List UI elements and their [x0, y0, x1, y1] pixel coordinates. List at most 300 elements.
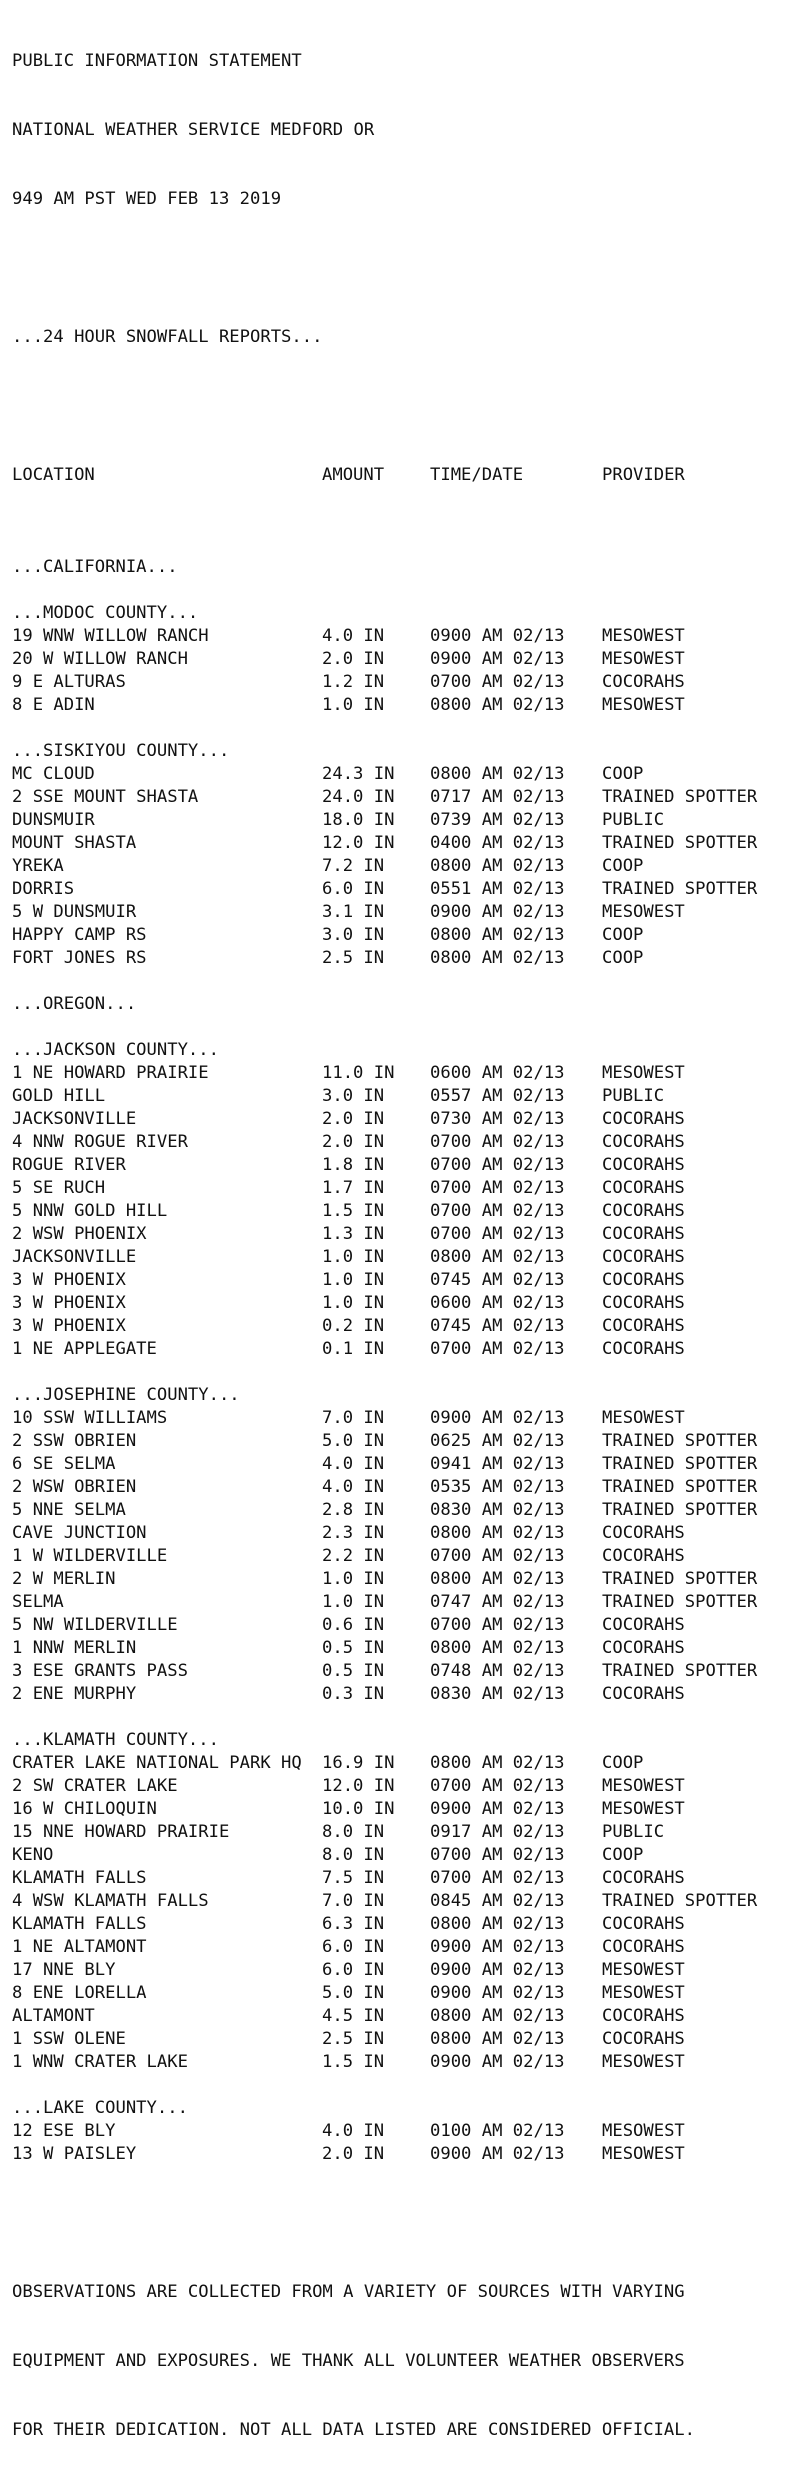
report-provider: MESOWEST: [602, 902, 685, 922]
report-amount: 5.0 IN: [322, 1431, 385, 1451]
report-time-date: 0600 AM 02/13: [430, 1293, 565, 1313]
report-location: KLAMATH FALLS: [12, 1868, 147, 1888]
report-time-date: 0800 AM 02/13: [430, 1523, 565, 1543]
report-location: 9 E ALTURAS: [12, 672, 126, 692]
report-time-date: 0800 AM 02/13: [430, 856, 565, 876]
report-row: [12, 947, 695, 970]
report-location: FORT JONES RS: [12, 948, 147, 968]
statement-type: PUBLIC INFORMATION STATEMENT: [12, 51, 302, 71]
report-row: [12, 1269, 695, 1292]
report-provider: COCORAHS: [602, 1914, 685, 1934]
report-amount: 6.3 IN: [322, 1914, 385, 1934]
report-location: 16 W CHILOQUIN: [12, 1799, 157, 1819]
report-row: [12, 1959, 695, 1982]
report-location: 8 ENE LORELLA: [12, 1983, 147, 2003]
report-amount: 0.2 IN: [322, 1316, 385, 1336]
report-row: [12, 2028, 695, 2051]
report-provider: MESOWEST: [602, 2121, 685, 2141]
report-provider: COCORAHS: [602, 1615, 685, 1635]
report-row: [12, 924, 695, 947]
report-provider: COCORAHS: [602, 1684, 685, 1704]
blank-line: [12, 257, 695, 280]
blank-line: [12, 1361, 695, 1384]
report-provider: MESOWEST: [602, 626, 685, 646]
report-time-date: 0551 AM 02/13: [430, 879, 565, 899]
report-location: DORRIS: [12, 879, 75, 899]
report-time-date: 0800 AM 02/13: [430, 1638, 565, 1658]
report-time-date: 0739 AM 02/13: [430, 810, 565, 830]
report-provider: COOP: [602, 1753, 644, 1773]
report-amount: 1.7 IN: [322, 1178, 385, 1198]
report-location: 2 SSE MOUNT SHASTA: [12, 787, 199, 807]
report-row: [12, 809, 695, 832]
report-location: 6 SE SELMA: [12, 1454, 116, 1474]
report-row: [12, 855, 695, 878]
report-amount: 3.1 IN: [322, 902, 385, 922]
report-amount: 2.0 IN: [322, 2144, 385, 2164]
report-location: CAVE JUNCTION: [12, 1523, 147, 1543]
report-provider: MESOWEST: [602, 1063, 685, 1083]
footer-line: FOR THEIR DEDICATION. NOT ALL DATA LISTED ARE CONSIDERED OFFICIAL.: [12, 2420, 695, 2440]
report-location: 1 NE HOWARD PRAIRIE: [12, 1063, 209, 1083]
report-location: 1 W WILDERVILLE: [12, 1546, 168, 1566]
report-time-date: 0700 AM 02/13: [430, 1546, 565, 1566]
report-amount: 5.0 IN: [322, 1983, 385, 2003]
report-amount: 3.0 IN: [322, 925, 385, 945]
report-row: [12, 878, 758, 901]
report-time-date: 0700 AM 02/13: [430, 1845, 565, 1865]
report-time-date: 0800 AM 02/13: [430, 1247, 565, 1267]
report-row: [12, 1982, 695, 2005]
report-time-date: 0900 AM 02/13: [430, 1408, 565, 1428]
report-amount: 10.0 IN: [322, 1799, 395, 1819]
report-row: [12, 901, 695, 924]
report-amount: 1.0 IN: [322, 1569, 385, 1589]
report-row: [12, 2120, 695, 2143]
report-provider: TRAINED SPOTTER: [602, 1592, 758, 1612]
report-time-date: 0800 AM 02/13: [430, 1569, 565, 1589]
report-amount: 2.8 IN: [322, 1500, 385, 1520]
report-amount: 6.0 IN: [322, 1960, 385, 1980]
report-provider: COOP: [602, 856, 644, 876]
report-provider: COCORAHS: [602, 1201, 685, 1221]
report-row: [12, 671, 695, 694]
report-location: 17 NNE BLY: [12, 1960, 116, 1980]
report-amount: 0.1 IN: [322, 1339, 385, 1359]
report-provider: MESOWEST: [602, 649, 685, 669]
blank-line: [12, 395, 695, 418]
report-row: [12, 1752, 695, 1775]
report-provider: COOP: [602, 764, 644, 784]
report-provider: COOP: [602, 925, 644, 945]
report-time-date: 0600 AM 02/13: [430, 1063, 565, 1083]
report-amount: 4.0 IN: [322, 626, 385, 646]
report-row: [12, 2143, 695, 2166]
report-provider: COCORAHS: [602, 1132, 685, 1152]
report-row: [12, 1338, 695, 1361]
report-location: 2 ENE MURPHY: [12, 1684, 137, 1704]
report-location: ALTAMONT: [12, 2006, 95, 2026]
report-time-date: 0800 AM 02/13: [430, 948, 565, 968]
report-amount: 4.5 IN: [322, 2006, 385, 2026]
report-location: 4 NNW ROGUE RIVER: [12, 1132, 188, 1152]
report-location: 15 NNE HOWARD PRAIRIE: [12, 1822, 230, 1842]
report-row: [12, 1476, 758, 1499]
report-row: [12, 1453, 758, 1476]
report-provider: MESOWEST: [602, 2144, 685, 2164]
report-time-date: 0800 AM 02/13: [430, 925, 565, 945]
report-provider: MESOWEST: [602, 1983, 685, 2003]
report-provider: COCORAHS: [602, 1523, 685, 1543]
report-location: KENO: [12, 1845, 54, 1865]
report-amount: 24.3 IN: [322, 764, 395, 784]
report-amount: 1.5 IN: [322, 1201, 385, 1221]
report-location: 2 SW CRATER LAKE: [12, 1776, 178, 1796]
report-provider: COCORAHS: [602, 1868, 685, 1888]
public-information-statement: [12, 4, 758, 2465]
report-time-date: 0941 AM 02/13: [430, 1454, 565, 1474]
report-amount: 8.0 IN: [322, 1822, 385, 1842]
report-time-date: 0700 AM 02/13: [430, 1615, 565, 1635]
report-amount: 0.5 IN: [322, 1661, 385, 1681]
report-provider: TRAINED SPOTTER: [602, 1431, 758, 1451]
county-heading: ...MODOC COUNTY...: [12, 603, 199, 623]
column-header-location: LOCATION: [12, 465, 95, 485]
blank-line: [12, 533, 695, 556]
report-row: [12, 1315, 695, 1338]
blank-line: [12, 579, 695, 602]
report-amount: 18.0 IN: [322, 810, 395, 830]
column-header-amount: AMOUNT: [322, 465, 385, 485]
report-provider: COCORAHS: [602, 1270, 685, 1290]
report-time-date: 0748 AM 02/13: [430, 1661, 565, 1681]
report-location: SELMA: [12, 1592, 64, 1612]
report-provider: TRAINED SPOTTER: [602, 787, 758, 807]
report-provider: COCORAHS: [602, 1316, 685, 1336]
report-amount: 1.0 IN: [322, 1247, 385, 1267]
report-time-date: 0700 AM 02/13: [430, 1201, 565, 1221]
report-amount: 1.0 IN: [322, 1293, 385, 1313]
report-time-date: 0845 AM 02/13: [430, 1891, 565, 1911]
report-provider: COOP: [602, 1845, 644, 1865]
report-row: [12, 1223, 695, 1246]
report-location: MC CLOUD: [12, 764, 95, 784]
report-location: 8 E ADIN: [12, 695, 95, 715]
report-location: JACKSONVILLE: [12, 1247, 137, 1267]
report-amount: 8.0 IN: [322, 1845, 385, 1865]
report-amount: 12.0 IN: [322, 833, 395, 853]
report-time-date: 0800 AM 02/13: [430, 764, 565, 784]
report-provider: COCORAHS: [602, 1109, 685, 1129]
report-row: [12, 1890, 758, 1913]
report-location: 4 WSW KLAMATH FALLS: [12, 1891, 209, 1911]
report-time-date: 0625 AM 02/13: [430, 1431, 565, 1451]
report-location: 2 SSW OBRIEN: [12, 1431, 137, 1451]
report-amount: 6.0 IN: [322, 1937, 385, 1957]
report-time-date: 0900 AM 02/13: [430, 902, 565, 922]
report-provider: TRAINED SPOTTER: [602, 1500, 758, 1520]
report-amount: 1.2 IN: [322, 672, 385, 692]
report-row: [12, 2005, 695, 2028]
report-amount: 2.0 IN: [322, 1132, 385, 1152]
report-amount: 1.5 IN: [322, 2052, 385, 2072]
report-row: [12, 1568, 758, 1591]
report-amount: 2.0 IN: [322, 1109, 385, 1129]
report-location: 2 WSW PHOENIX: [12, 1224, 147, 1244]
report-time-date: 0900 AM 02/13: [430, 2052, 565, 2072]
report-location: KLAMATH FALLS: [12, 1914, 147, 1934]
report-row: [12, 1913, 695, 1936]
report-time-date: 0800 AM 02/13: [430, 2006, 565, 2026]
report-time-date: 0800 AM 02/13: [430, 2029, 565, 2049]
report-amount: 2.0 IN: [322, 649, 385, 669]
report-provider: COCORAHS: [602, 1224, 685, 1244]
report-time-date: 0830 AM 02/13: [430, 1500, 565, 1520]
blank-line: [12, 970, 695, 993]
report-provider: TRAINED SPOTTER: [602, 1477, 758, 1497]
report-time-date: 0557 AM 02/13: [430, 1086, 565, 1106]
report-time-date: 0900 AM 02/13: [430, 649, 565, 669]
report-time-date: 0100 AM 02/13: [430, 2121, 565, 2141]
report-location: DUNSMUIR: [12, 810, 95, 830]
county-heading: ...JACKSON COUNTY...: [12, 1040, 219, 1060]
report-provider: PUBLIC: [602, 810, 665, 830]
report-provider: PUBLIC: [602, 1822, 665, 1842]
report-location: 2 WSW OBRIEN: [12, 1477, 137, 1497]
report-location: JACKSONVILLE: [12, 1109, 137, 1129]
report-amount: 3.0 IN: [322, 1086, 385, 1106]
state-heading: ...CALIFORNIA...: [12, 557, 178, 577]
report-provider: PUBLIC: [602, 1086, 665, 1106]
report-location: 3 ESE GRANTS PASS: [12, 1661, 188, 1681]
report-provider: TRAINED SPOTTER: [602, 833, 758, 853]
report-amount: 1.0 IN: [322, 1270, 385, 1290]
report-row: [12, 1775, 695, 1798]
report-provider: MESOWEST: [602, 2052, 685, 2072]
report-time-date: 0900 AM 02/13: [430, 1937, 565, 1957]
report-location: 5 NW WILDERVILLE: [12, 1615, 178, 1635]
report-amount: 6.0 IN: [322, 879, 385, 899]
report-time-date: 0747 AM 02/13: [430, 1592, 565, 1612]
report-location: 13 W PAISLEY: [12, 2144, 137, 2164]
report-provider: COCORAHS: [602, 1155, 685, 1175]
report-time-date: 0917 AM 02/13: [430, 1822, 565, 1842]
report-amount: 2.2 IN: [322, 1546, 385, 1566]
report-time-date: 0900 AM 02/13: [430, 2144, 565, 2164]
report-provider: TRAINED SPOTTER: [602, 1569, 758, 1589]
county-heading: ...JOSEPHINE COUNTY...: [12, 1385, 240, 1405]
report-title: ...24 HOUR SNOWFALL REPORTS...: [12, 327, 323, 347]
issue-datetime: 949 AM PST WED FEB 13 2019: [12, 189, 282, 209]
report-time-date: 0700 AM 02/13: [430, 1155, 565, 1175]
report-row: [12, 1522, 695, 1545]
report-provider: COCORAHS: [602, 2029, 685, 2049]
blank-line: [12, 717, 695, 740]
report-provider: TRAINED SPOTTER: [602, 879, 758, 899]
report-row: [12, 786, 758, 809]
report-row: [12, 763, 695, 786]
report-row: [12, 1062, 695, 1085]
report-amount: 7.2 IN: [322, 856, 385, 876]
report-row: [12, 694, 695, 717]
report-location: 3 W PHOENIX: [12, 1293, 126, 1313]
report-location: 20 W WILLOW RANCH: [12, 649, 188, 669]
report-amount: 16.9 IN: [322, 1753, 395, 1773]
report-provider: TRAINED SPOTTER: [602, 1891, 758, 1911]
report-time-date: 0745 AM 02/13: [430, 1316, 565, 1336]
report-amount: 12.0 IN: [322, 1776, 395, 1796]
report-location: 1 NNW MERLIN: [12, 1638, 137, 1658]
report-row: [12, 1407, 695, 1430]
report-row: [12, 1637, 695, 1660]
report-location: 12 ESE BLY: [12, 2121, 116, 2141]
report-row: [12, 1200, 695, 1223]
report-time-date: 0900 AM 02/13: [430, 626, 565, 646]
footer-line: OBSERVATIONS ARE COLLECTED FROM A VARIETY OF SOURCES WITH VARYING: [12, 2282, 685, 2302]
report-time-date: 0800 AM 02/13: [430, 1914, 565, 1934]
report-location: HAPPY CAMP RS: [12, 925, 147, 945]
report-location: 2 W MERLIN: [12, 1569, 116, 1589]
report-provider: COCORAHS: [602, 1178, 685, 1198]
report-amount: 4.0 IN: [322, 1477, 385, 1497]
report-row: [12, 1246, 695, 1269]
report-provider: COCORAHS: [602, 1339, 685, 1359]
report-row: [12, 1660, 758, 1683]
report-amount: 0.5 IN: [322, 1638, 385, 1658]
blank-line: [12, 1016, 695, 1039]
report-amount: 7.0 IN: [322, 1891, 385, 1911]
report-time-date: 0700 AM 02/13: [430, 1224, 565, 1244]
column-header-time-date: TIME/DATE: [430, 465, 524, 485]
report-time-date: 0700 AM 02/13: [430, 1776, 565, 1796]
report-time-date: 0900 AM 02/13: [430, 1960, 565, 1980]
report-row: [12, 1108, 695, 1131]
report-time-date: 0400 AM 02/13: [430, 833, 565, 853]
report-location: 5 SE RUCH: [12, 1178, 106, 1198]
report-provider: COCORAHS: [602, 1638, 685, 1658]
report-provider: COCORAHS: [602, 672, 685, 692]
report-time-date: 0800 AM 02/13: [430, 695, 565, 715]
report-row: [12, 1292, 695, 1315]
report-row: [12, 1867, 695, 1890]
report-row: [12, 1499, 758, 1522]
report-location: 3 W PHOENIX: [12, 1270, 126, 1290]
report-location: CRATER LAKE NATIONAL PARK HQ: [12, 1753, 302, 1773]
report-provider: COOP: [602, 948, 644, 968]
report-amount: 0.3 IN: [322, 1684, 385, 1704]
report-location: 5 NNE SELMA: [12, 1500, 126, 1520]
report-location: 1 NE ALTAMONT: [12, 1937, 147, 1957]
report-location: 5 W DUNSMUIR: [12, 902, 137, 922]
column-header-row: [12, 464, 695, 487]
report-provider: MESOWEST: [602, 1408, 685, 1428]
report-provider: MESOWEST: [602, 695, 685, 715]
report-row: [12, 1683, 695, 1706]
report-location: 19 WNW WILLOW RANCH: [12, 626, 209, 646]
report-body: [12, 533, 758, 2166]
report-provider: TRAINED SPOTTER: [602, 1454, 758, 1474]
report-time-date: 0700 AM 02/13: [430, 1132, 565, 1152]
county-heading: ...SISKIYOU COUNTY...: [12, 741, 230, 761]
report-provider: COCORAHS: [602, 2006, 685, 2026]
report-location: 1 SSW OLENE: [12, 2029, 126, 2049]
report-row: [12, 1177, 695, 1200]
report-provider: TRAINED SPOTTER: [602, 1661, 758, 1681]
report-provider: COCORAHS: [602, 1293, 685, 1313]
county-heading: ...KLAMATH COUNTY...: [12, 1730, 219, 1750]
report-row: [12, 2051, 695, 2074]
report-amount: 11.0 IN: [322, 1063, 395, 1083]
report-location: 5 NNW GOLD HILL: [12, 1201, 168, 1221]
report-location: MOUNT SHASTA: [12, 833, 137, 853]
report-time-date: 0745 AM 02/13: [430, 1270, 565, 1290]
report-amount: 24.0 IN: [322, 787, 395, 807]
report-provider: MESOWEST: [602, 1960, 685, 1980]
report-time-date: 0700 AM 02/13: [430, 672, 565, 692]
report-amount: 1.3 IN: [322, 1224, 385, 1244]
report-row: [12, 1085, 695, 1108]
report-location: ROGUE RIVER: [12, 1155, 126, 1175]
report-provider: MESOWEST: [602, 1776, 685, 1796]
report-time-date: 0717 AM 02/13: [430, 787, 565, 807]
report-time-date: 0700 AM 02/13: [430, 1339, 565, 1359]
report-row: [12, 1430, 758, 1453]
report-provider: COCORAHS: [602, 1937, 685, 1957]
report-row: [12, 648, 695, 671]
report-location: 3 W PHOENIX: [12, 1316, 126, 1336]
report-amount: 7.0 IN: [322, 1408, 385, 1428]
report-row: [12, 832, 758, 855]
report-time-date: 0700 AM 02/13: [430, 1178, 565, 1198]
report-amount: 4.0 IN: [322, 2121, 385, 2141]
report-row: [12, 1936, 695, 1959]
report-amount: 1.0 IN: [322, 1592, 385, 1612]
report-row: [12, 1798, 695, 1821]
report-row: [12, 1844, 695, 1867]
blank-line: [12, 1706, 695, 1729]
report-row: [12, 1591, 758, 1614]
report-row: [12, 1131, 695, 1154]
report-location: 1 NE APPLEGATE: [12, 1339, 157, 1359]
report-time-date: 0900 AM 02/13: [430, 1799, 565, 1819]
report-row: [12, 625, 695, 648]
report-provider: MESOWEST: [602, 1799, 685, 1819]
report-amount: 7.5 IN: [322, 1868, 385, 1888]
report-time-date: 0700 AM 02/13: [430, 1868, 565, 1888]
report-amount: 1.8 IN: [322, 1155, 385, 1175]
report-amount: 2.5 IN: [322, 2029, 385, 2049]
report-time-date: 0535 AM 02/13: [430, 1477, 565, 1497]
issuing-office: NATIONAL WEATHER SERVICE MEDFORD OR: [12, 120, 375, 140]
report-amount: 0.6 IN: [322, 1615, 385, 1635]
report-location: GOLD HILL: [12, 1086, 106, 1106]
report-time-date: 0900 AM 02/13: [430, 1983, 565, 2003]
report-time-date: 0800 AM 02/13: [430, 1753, 565, 1773]
state-heading: ...OREGON...: [12, 994, 137, 1014]
footer-line: EQUIPMENT AND EXPOSURES. WE THANK ALL VOLUNTEER WEATHER OBSERVERS: [12, 2351, 685, 2371]
column-header-provider: PROVIDER: [602, 465, 685, 485]
report-amount: 4.0 IN: [322, 1454, 385, 1474]
report-location: YREKA: [12, 856, 64, 876]
report-amount: 1.0 IN: [322, 695, 385, 715]
report-location: 1 WNW CRATER LAKE: [12, 2052, 188, 2072]
report-amount: 2.3 IN: [322, 1523, 385, 1543]
report-provider: COCORAHS: [602, 1546, 685, 1566]
report-location: 10 SSW WILLIAMS: [12, 1408, 168, 1428]
report-row: [12, 1614, 695, 1637]
report-row: [12, 1154, 695, 1177]
report-time-date: 0830 AM 02/13: [430, 1684, 565, 1704]
